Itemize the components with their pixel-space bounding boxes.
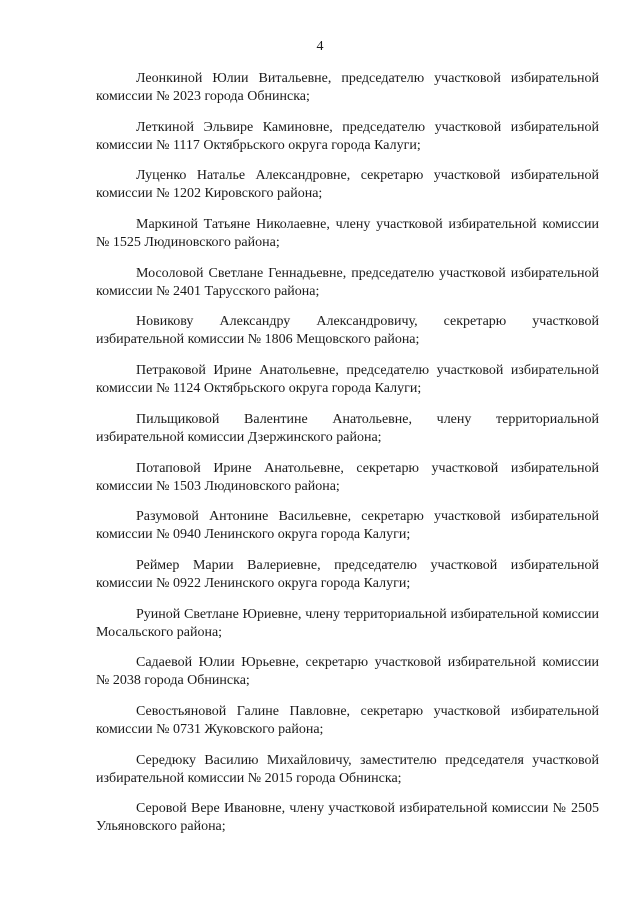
list-item	[96, 800, 599, 836]
entry-second-line: комиссии № 1117 Октябрьского округа города Калуги;	[96, 137, 421, 153]
entry-first-line: Потаповой Ирине Анатольевне, секретарю участковой избирательной	[136, 460, 599, 476]
entry-first-line: Серовой Вере Ивановне, члену участковой избирательной комиссии № 2505	[136, 801, 599, 817]
entry-second-line: избирательной комиссии Дзержинского района;	[96, 429, 382, 445]
entry-first-line: Разумовой Антонине Васильевне, секретарю участковой избирательной	[136, 509, 599, 525]
list-item	[96, 362, 599, 398]
entry-second-line: комиссии № 2401 Тарусского района;	[96, 283, 320, 299]
entry-first-line: Леткиной Эльвире Каминовне, председателю участковой избирательной	[136, 119, 599, 135]
entry-list	[96, 70, 599, 849]
list-item	[96, 508, 599, 544]
list-item	[96, 460, 599, 496]
entry-second-line: комиссии № 1202 Кировского района;	[96, 186, 323, 202]
entry-second-line: комиссии № 0922 Ленинского округа города Калуги;	[96, 575, 411, 591]
entry-first-line: Пильщиковой Валентине Анатольевне, члену территориальной	[136, 411, 599, 427]
entry-second-line: № 1525 Людиновского района;	[96, 235, 280, 251]
page-number: 4	[316, 39, 324, 54]
entry-second-line: Мосальского района;	[96, 624, 223, 640]
list-item	[96, 119, 599, 155]
list-item	[96, 70, 599, 106]
list-item	[96, 265, 599, 301]
list-item	[96, 216, 599, 252]
list-item	[96, 411, 599, 447]
entry-first-line: Реймер Марии Валериевне, председателю участковой избирательной	[136, 557, 599, 573]
entry-first-line: Руиной Светлане Юриевне, члену территориальной избирательной комиссии	[136, 606, 599, 622]
entry-second-line: избирательной комиссии № 1806 Мещовского района;	[96, 332, 420, 348]
entry-first-line: Садаевой Юлии Юрьевне, секретарю участковой избирательной комиссии	[136, 655, 599, 671]
list-item	[96, 167, 599, 203]
entry-first-line: Середюку Василию Михайловичу, заместителю председателя участковой	[136, 752, 599, 768]
entry-first-line: Мосоловой Светлане Геннадьевне, председателю участковой избирательной	[136, 265, 599, 281]
entry-first-line: Петраковой Ирине Анатольевне, председателю участковой избирательной	[136, 363, 599, 379]
entry-first-line: Севостьяновой Галине Павловне, секретарю участковой избирательной	[136, 703, 599, 719]
list-item	[96, 313, 599, 349]
list-item	[96, 654, 599, 690]
list-item	[96, 752, 599, 788]
list-item	[96, 557, 599, 593]
entry-second-line: № 2038 города Обнинска;	[96, 673, 250, 689]
entry-first-line: Леонкиной Юлии Витальевне, председателю участковой избирательной	[136, 71, 599, 86]
entry-second-line: избирательной комиссии № 2015 города Обнинска;	[96, 770, 402, 786]
entry-second-line: комиссии № 2023 города Обнинска;	[96, 89, 310, 104]
entry-first-line: Маркиной Татьяне Николаевне, члену участковой избирательной комиссии	[136, 217, 599, 233]
entry-second-line: Ульяновского района;	[96, 819, 226, 835]
entry-second-line: комиссии № 0940 Ленинского округа города Калуги;	[96, 527, 411, 543]
entry-first-line: Луценко Наталье Александровне, секретарю участковой избирательной	[136, 168, 599, 184]
entry-second-line: комиссии № 0731 Жуковского района;	[96, 721, 324, 737]
entry-second-line: комиссии № 1124 Октябрьского округа города Калуги;	[96, 381, 422, 397]
entry-first-line: Новикову Александру Александровичу, секретарю участковой	[136, 314, 599, 330]
list-item	[96, 606, 599, 642]
entry-second-line: комиссии № 1503 Людиновского района;	[96, 478, 340, 494]
list-item	[96, 703, 599, 739]
